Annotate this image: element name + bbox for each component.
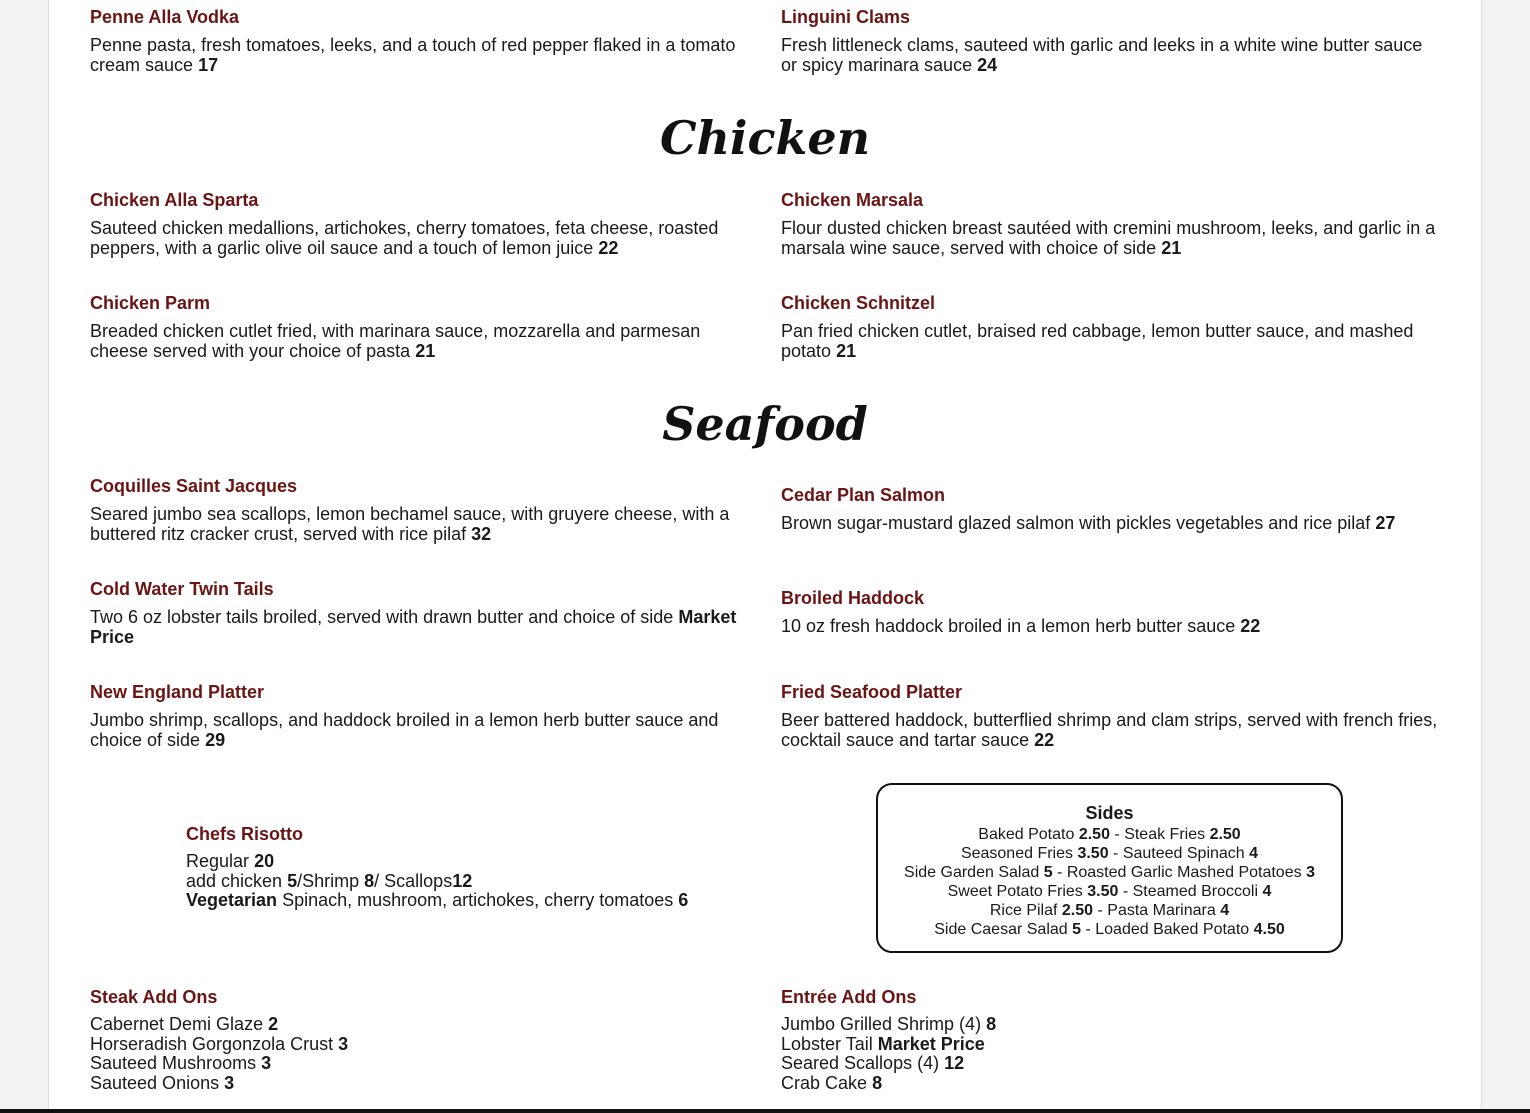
option-price: 5 (287, 870, 298, 891)
sides-line: Rice Pilaf 2.50 - Pasta Marinara 4 (989, 902, 1230, 919)
add-on-name: Sauteed Mushrooms (90, 1053, 257, 1074)
risotto-add-protein (186, 872, 746, 892)
item-name: Cedar Plan Salmon (781, 485, 946, 505)
description-text: Brown sugar-mustard glazed salmon with pickles vegetables and rice pilaf (781, 513, 1371, 533)
side-name: Sauteed Spinach (1122, 845, 1245, 862)
section-title-chicken: Chicken (659, 111, 871, 165)
item-description (90, 35, 750, 75)
description-text: Breaded chicken cutlet fried, with marinara sauce, mozzarella and parmesan cheese served with your choice of pasta (90, 321, 701, 361)
sides-line: Side Caesar Salad 5 - Loaded Baked Potato 4.50 (934, 921, 1285, 938)
menu-item-chicken-marsala (781, 189, 1441, 258)
side-price: 5 (1043, 864, 1053, 881)
menu-item-chefs-risotto (186, 823, 746, 911)
menu-item-cedar-plan-salmon (781, 484, 1441, 533)
item-description (90, 504, 750, 544)
risotto-options (186, 852, 746, 911)
add-on-name: Sauteed Onions (90, 1072, 220, 1093)
description-text: Fresh littleneck clams, sauteed with garlic and leeks in a white wine butter sauce or spicy marinara sauce (781, 35, 1423, 75)
description-text: Beer battered haddock, butterflied shrimp and clam strips, served with french fries, cocktail sauce and tartar sauce (781, 710, 1438, 750)
side-name: Rice Pilaf (989, 902, 1058, 919)
side-name: Side Garden Salad (904, 864, 1040, 881)
side-name: Side Caesar Salad (934, 921, 1068, 938)
option-label: add chicken (186, 870, 283, 891)
sides-line: Sweet Potato Fries 3.50 - Steamed Broccoli 4 (947, 883, 1272, 900)
option-price: 20 (254, 851, 275, 871)
add-on-name: Lobster Tail (781, 1033, 873, 1054)
option-label: / Scallops (374, 870, 453, 891)
risotto-regular (186, 852, 746, 872)
item-description (781, 35, 1441, 75)
item-description (90, 607, 750, 647)
steak-add-ons (90, 986, 690, 1093)
add-on-item (90, 1074, 690, 1094)
add-ons-title: Steak Add Ons (90, 987, 218, 1007)
menu-item-fried-seafood-platter (781, 681, 1441, 750)
description-text: Flour dusted chicken breast sautéed with cremini mushroom, leeks, and garlic in a marsala wine sauce, served with choice of side (781, 218, 1436, 258)
add-ons-list (90, 1015, 690, 1093)
side-price: 3 (1306, 864, 1315, 881)
description-text: Pan fried chicken cutlet, braised red cabbage, lemon butter sauce, and mashed potato (781, 321, 1414, 361)
item-name: Coquilles Saint Jacques (90, 476, 298, 496)
add-on-name: Seared Scallops (4) (781, 1053, 940, 1074)
add-on-item (781, 1054, 1381, 1074)
add-on-price: 3 (261, 1053, 272, 1074)
side-price: 4 (1262, 883, 1272, 900)
option-label: Vegetarian (186, 890, 278, 911)
add-on-item (90, 1015, 690, 1035)
add-on-item (90, 1054, 690, 1074)
side-name: Seasoned Fries (960, 845, 1073, 862)
side-price: 2.50 (1209, 826, 1241, 843)
add-on-price: 3 (338, 1033, 349, 1054)
description-text: Jumbo shrimp, scallops, and haddock broiled in a lemon herb butter sauce and choice of side (90, 710, 719, 750)
option-price: 6 (678, 890, 689, 911)
item-price: 32 (471, 524, 492, 544)
side-price: 3.50 (1087, 883, 1119, 900)
add-on-price: 2 (268, 1014, 279, 1034)
add-on-price: 12 (944, 1053, 965, 1074)
item-price: 27 (1375, 513, 1396, 533)
add-ons-title: Entrée Add Ons (781, 987, 917, 1007)
add-on-price: 8 (986, 1014, 997, 1034)
add-on-price: 3 (224, 1072, 235, 1093)
menu-item-broiled-haddock (781, 587, 1441, 636)
item-description (90, 321, 755, 361)
option-price: 12 (452, 870, 473, 891)
menu-item-chicken-alla-sparta (90, 189, 750, 258)
side-price: 4.50 (1253, 921, 1285, 938)
item-price: 22 (598, 238, 619, 258)
item-description (90, 218, 750, 258)
option-label: Regular (186, 851, 250, 871)
description-text: Two 6 oz lobster tails broiled, served with drawn butter and choice of side (90, 607, 674, 627)
item-description (90, 710, 750, 750)
sides-line: Baked Potato 2.50 - Steak Fries 2.50 (978, 826, 1241, 843)
item-description (781, 321, 1441, 361)
item-description (781, 218, 1441, 258)
side-price: 2.50 (1078, 826, 1110, 843)
description-text: Seared jumbo sea scallops, lemon bechamel sauce, with gruyere cheese, with a buttered ritz cracker crust, served with rice pilaf (90, 504, 730, 544)
description-text: Penne pasta, fresh tomatoes, leeks, and a touch of red pepper flaked in a tomato cream sauce (90, 35, 736, 75)
item-name: Chicken Alla Sparta (90, 190, 259, 210)
item-price: 21 (836, 341, 857, 361)
item-price: 22 (1034, 730, 1055, 750)
side-price: 3.50 (1077, 845, 1109, 862)
menu-item-chicken-schnitzel (781, 292, 1441, 361)
item-price: 21 (415, 341, 436, 361)
sides-line: Side Garden Salad 5 - Roasted Garlic Mashed Potatoes 3 (904, 864, 1315, 881)
menu-item-new-england-platter (90, 681, 750, 750)
add-on-item (781, 1015, 1381, 1035)
add-on-price: Market Price (877, 1033, 985, 1054)
menu-item-linguini-clams (781, 6, 1441, 75)
add-on-item (781, 1035, 1381, 1055)
menu-item-coquilles-saint-jacques (90, 475, 750, 544)
add-on-name: Cabernet Demi Glaze (90, 1014, 264, 1034)
side-name: Roasted Garlic Mashed Potatoes (1066, 864, 1302, 881)
item-description (781, 513, 1441, 533)
item-description (781, 710, 1441, 750)
item-name: Broiled Haddock (781, 588, 925, 608)
side-name: Baked Potato (978, 826, 1075, 843)
add-ons-list (781, 1015, 1381, 1093)
item-name: Chicken Schnitzel (781, 293, 936, 313)
risotto-vegetarian (186, 891, 746, 911)
entree-add-ons (781, 986, 1381, 1093)
side-price: 4 (1249, 845, 1259, 862)
section-title-seafood: Seafood (662, 397, 868, 451)
menu-item-penne-alla-vodka (90, 6, 750, 75)
sides-title: Sides (1085, 803, 1134, 823)
item-price: Market Price (90, 607, 737, 647)
side-name: Pasta Marinara (1107, 902, 1216, 919)
item-price: 29 (205, 730, 226, 750)
side-name: Loaded Baked Potato (1095, 921, 1250, 938)
item-name: Cold Water Twin Tails (90, 579, 274, 599)
item-name: Chicken Parm (90, 293, 211, 313)
add-on-item (90, 1035, 690, 1055)
menu-item-chicken-parm (90, 292, 755, 361)
side-name: Steamed Broccoli (1132, 883, 1258, 900)
add-on-price: 8 (872, 1072, 883, 1093)
item-price: 22 (1240, 616, 1261, 636)
description-text: 10 oz fresh haddock broiled in a lemon herb butter sauce (781, 616, 1236, 636)
add-on-item (781, 1074, 1381, 1094)
sides-line: Seasoned Fries 3.50 - Sauteed Spinach 4 (960, 845, 1259, 862)
item-name: Chicken Marsala (781, 190, 924, 210)
item-name: Penne Alla Vodka (90, 7, 240, 27)
side-price: 4 (1220, 902, 1230, 919)
item-price: 21 (1161, 238, 1182, 258)
item-price: 17 (198, 55, 219, 75)
item-name: Chefs Risotto (186, 824, 303, 844)
item-name: New England Platter (90, 682, 265, 702)
option-label: /Shrimp (297, 870, 360, 891)
sides-box (876, 783, 1343, 953)
item-description (781, 616, 1441, 636)
add-on-name: Crab Cake (781, 1072, 868, 1093)
side-price: 5 (1072, 921, 1082, 938)
option-description: Spinach, mushroom, artichokes, cherry tomatoes (282, 890, 674, 911)
side-name: Sweet Potato Fries (947, 883, 1083, 900)
description-text: Sauteed chicken medallions, artichokes, cherry tomatoes, feta cheese, roasted peppers, with a garlic olive oil sauce and a touch of lemon juice (90, 218, 719, 258)
item-name: Fried Seafood Platter (781, 682, 963, 702)
item-price: 24 (977, 55, 998, 75)
add-on-name: Jumbo Grilled Shrimp (4) (781, 1014, 982, 1034)
option-price: 8 (364, 870, 375, 891)
side-price: 2.50 (1061, 902, 1094, 919)
bottom-border (0, 1109, 1530, 1113)
add-on-name: Horseradish Gorgonzola Crust (90, 1033, 334, 1054)
item-name: Linguini Clams (781, 7, 911, 27)
side-name: Steak Fries (1124, 826, 1206, 843)
menu-item-cold-water-twin-tails (90, 578, 750, 647)
